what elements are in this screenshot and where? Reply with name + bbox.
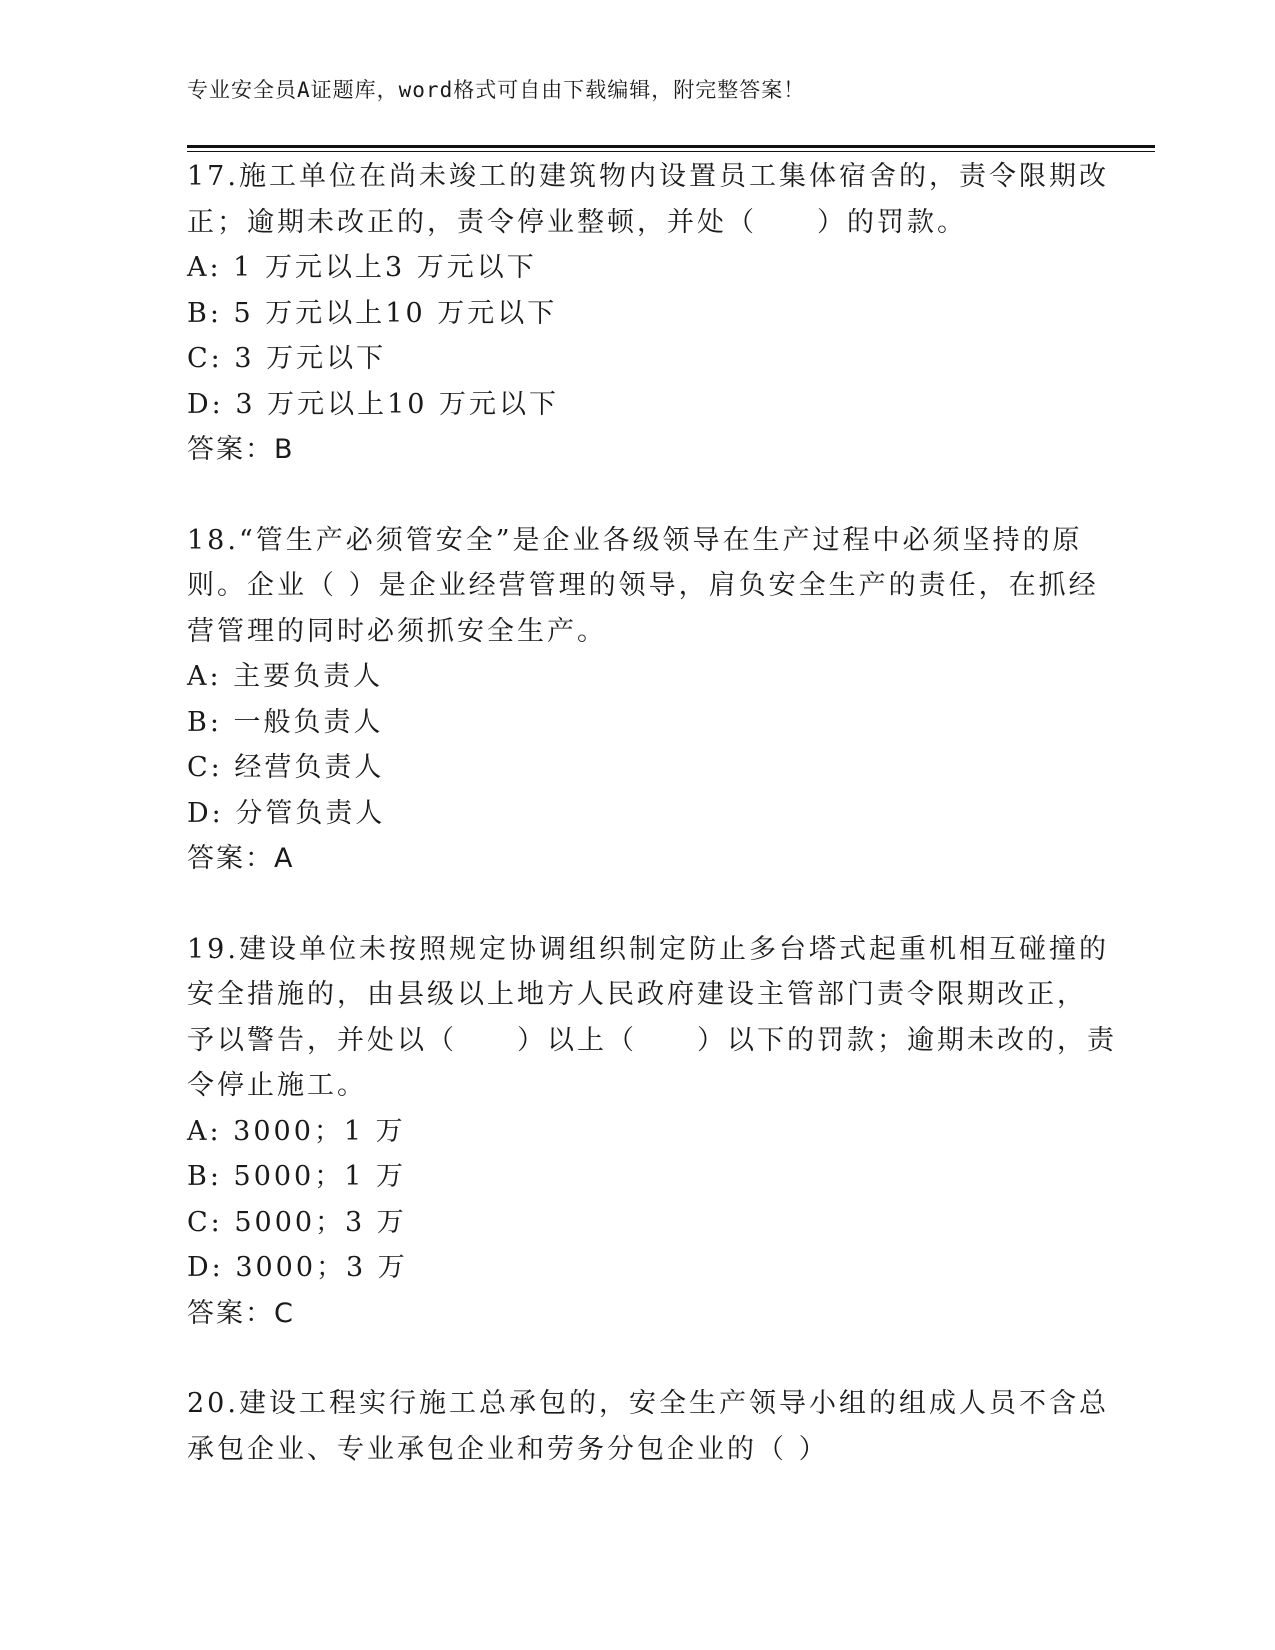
question-text-line: 营管理的同时必须抓安全生产。 [187, 615, 607, 647]
option-a: A: 3000；1 万 [187, 1115, 406, 1147]
option-c: C: 经营负责人 [187, 752, 385, 783]
question-text-line: 正；逾期未改正的，责令停业整顿，并处（ ）的罚款。 [187, 206, 967, 238]
question-18 [187, 518, 1099, 882]
option-d: D: 3000；3 万 [187, 1252, 408, 1283]
question-text-line: 承包企业、专业承包企业和劳务分包企业的（ ） [187, 1433, 829, 1465]
question-text-line: 予以警告，并处以（ ）以上（ ）以下的罚款；逾期未改的，责 [187, 1024, 1117, 1056]
option-a: A: 1 万元以上3 万元以下 [187, 252, 537, 283]
question-text-line: 20.建设工程实行施工总承包的，安全生产领导小组的组成人员不含总 [187, 1388, 1109, 1419]
option-d: D: 3 万元以上10 万元以下 [187, 388, 560, 420]
question-gap [187, 473, 1087, 518]
question-text-line: 令停止施工。 [187, 1070, 367, 1101]
question-text-line: 17.施工单位在尚未竣工的建筑物内设置员工集体宿舍的，责令限期改 [187, 161, 1109, 192]
question-17 [187, 154, 1109, 473]
question-text-line: 19.建设单位未按照规定协调组织制定防止多台塔式起重机相互碰撞的 [187, 933, 1109, 965]
page-header: 专业安全员A证题库，word格式可自由下载编辑，附完整答案！ [187, 78, 806, 102]
question-20 [187, 1381, 1109, 1472]
option-b: B: 5000；1 万 [187, 1161, 406, 1192]
option-c: C: 5000；3 万 [187, 1206, 407, 1238]
question-gap [187, 882, 1087, 927]
question-text-line: 18.“管生产必须管安全”是企业各级领导在生产过程中必须坚持的原 [187, 524, 1083, 556]
question-gap [187, 1336, 1087, 1381]
answer: 答案：C [187, 1297, 295, 1329]
option-b: B: 5 万元以上10 万元以下 [187, 297, 558, 329]
question-19 [187, 927, 1117, 1337]
answer: 答案：B [187, 434, 295, 465]
option-c: C: 3 万元以下 [187, 343, 387, 374]
question-text-line: 则。企业（ ）是企业经营管理的领导，肩负安全生产的责任，在抓经 [187, 570, 1099, 601]
question-list [187, 154, 1117, 1472]
option-b: B: 一般负责人 [187, 706, 384, 738]
answer: 答案：A [187, 843, 295, 874]
header-rule-thin [187, 151, 1155, 152]
option-a: A: 主要负责人 [187, 661, 384, 692]
header-rule-thick [187, 145, 1155, 148]
question-text-line: 安全措施的，由县级以上地方人民政府建设主管部门责令限期改正， [187, 979, 1087, 1010]
option-d: D: 分管负责人 [187, 797, 386, 829]
